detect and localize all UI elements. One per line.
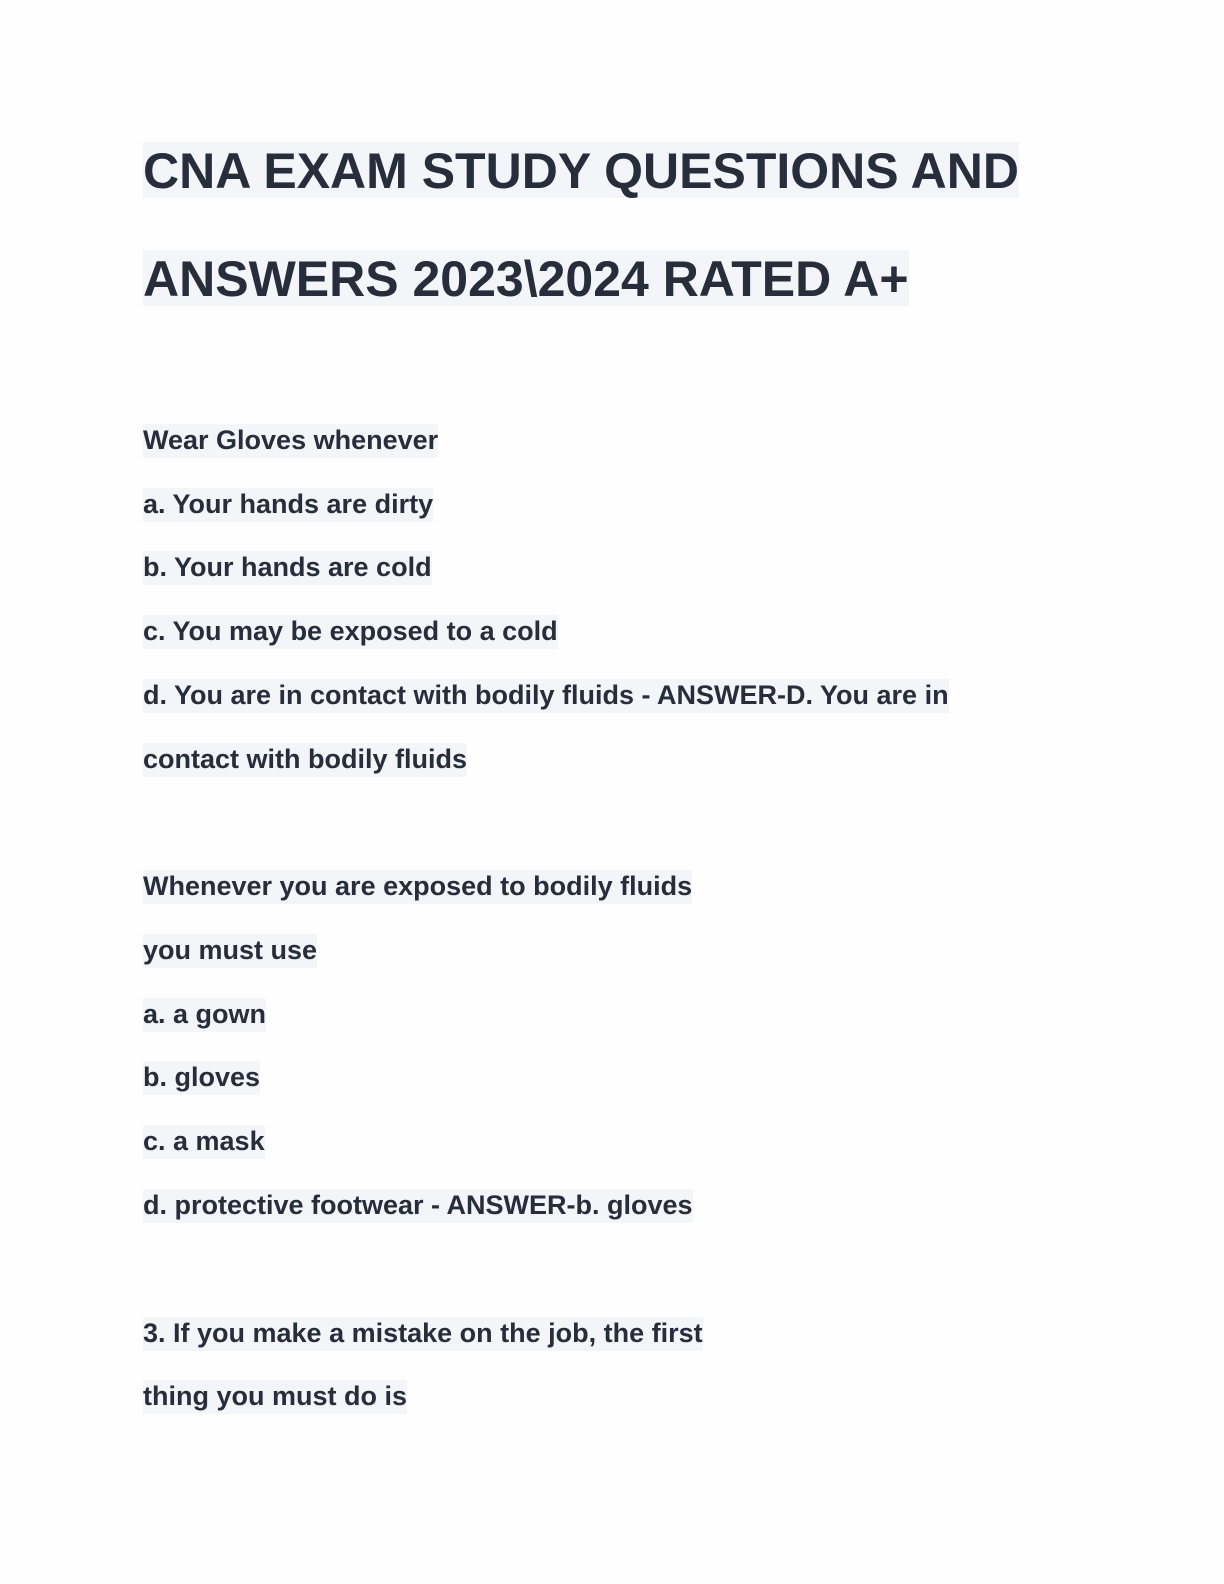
answer-option: b. Your hands are cold [143, 551, 432, 585]
answer-option-with-answer: d. protective footwear - ANSWER-b. gloves [143, 1189, 693, 1223]
question-text: Wear Gloves whenever [143, 424, 438, 458]
document-title-line-2: ANSWERS 2023\2024 RATED A+ [143, 251, 909, 307]
answer-option: c. You may be exposed to a cold [143, 615, 558, 649]
answer-option: a. Your hands are dirty [143, 488, 433, 522]
answer-option: a. a gown [143, 998, 266, 1032]
question-text: 3. If you make a mistake on the job, the first [143, 1317, 703, 1351]
answer-option: c. a mask [143, 1125, 265, 1159]
answer-option: b. gloves [143, 1061, 260, 1095]
question-text-continuation: thing you must do is [143, 1380, 407, 1414]
document-title-line-1: CNA EXAM STUDY QUESTIONS AND [143, 143, 1020, 199]
question-text: Whenever you are exposed to bodily fluids [143, 870, 692, 904]
answer-option-with-answer: d. You are in contact with bodily fluids - ANSWER-D. You are in [143, 679, 949, 713]
answer-continuation: contact with bodily fluids [143, 743, 467, 777]
question-text-continuation: you must use [143, 934, 317, 968]
